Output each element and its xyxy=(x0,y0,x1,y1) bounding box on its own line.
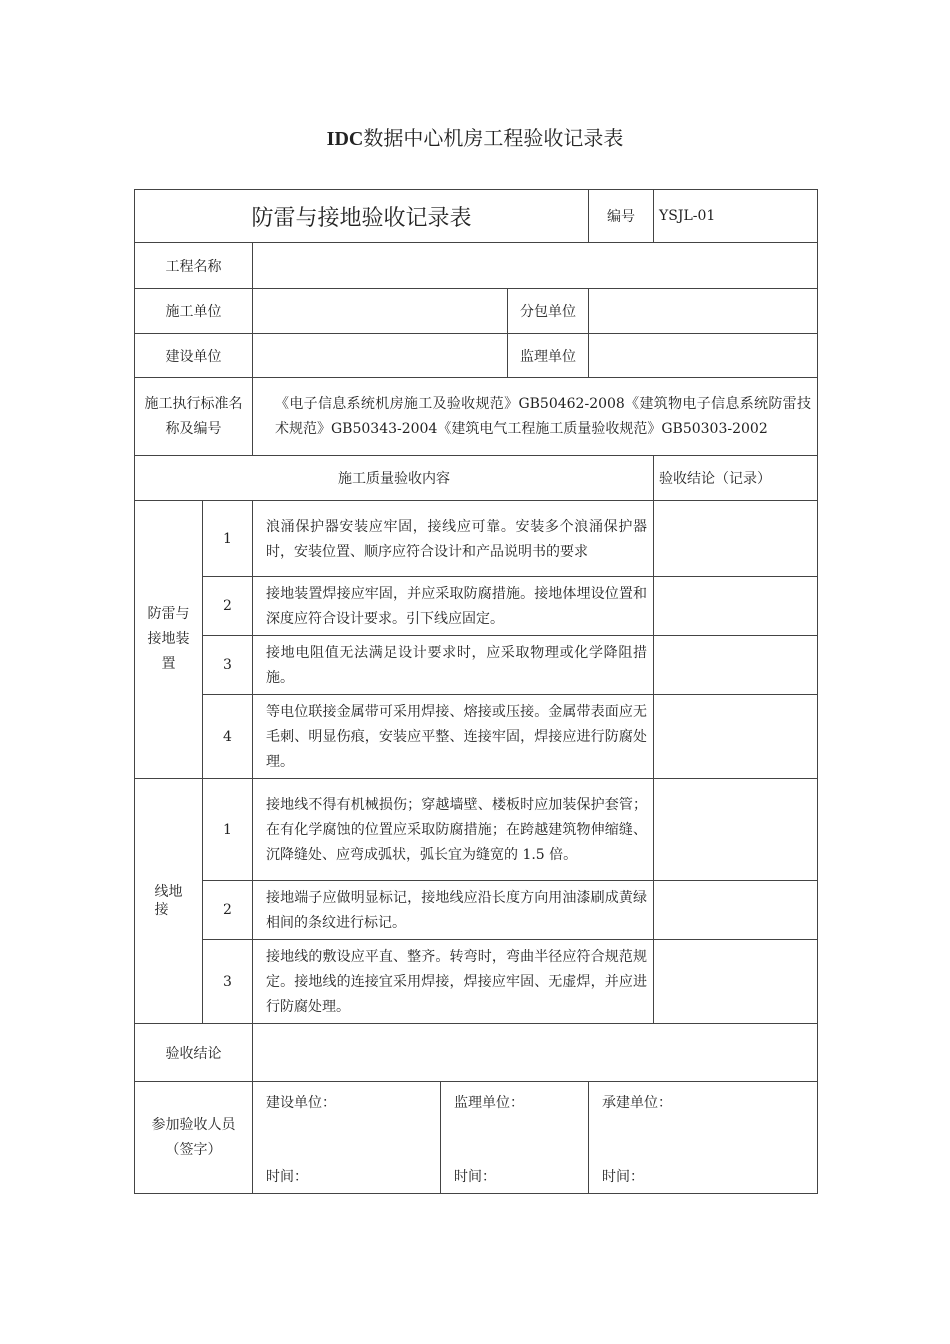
item-text: 浪涌保护器安装应牢固，接线应可靠。安装多个浪涌保护器时，安装位置、顺序应符合设计和产品说明书的要求 xyxy=(253,501,654,577)
project-name-label: 工程名称 xyxy=(135,243,253,289)
form-title: 防雷与接地验收记录表 xyxy=(135,190,589,243)
signer-time: 时间： xyxy=(602,1169,644,1185)
signer-cell-supervisor[interactable] xyxy=(441,1082,589,1194)
contractor-row xyxy=(135,289,818,334)
table-row xyxy=(135,577,818,636)
item-number: 3 xyxy=(203,940,253,1024)
signer-time: 时间： xyxy=(454,1169,496,1185)
item-text: 接地线不得有机械损伤；穿越墙壁、楼板时应加装保护套管；在有化学腐蚀的位置应采取防腐措施；在跨越建筑物伸缩缝、沉降缝处、应弯成弧状，弧长宜为缝宽的 1.5 倍。 xyxy=(253,779,654,881)
conclusion-header: 验收结论（记录） xyxy=(654,456,818,501)
participants-label xyxy=(135,1082,253,1194)
item-result-field[interactable] xyxy=(654,636,818,695)
supervisor-label: 监理单位 xyxy=(508,334,589,378)
item-number: 3 xyxy=(203,636,253,695)
standard-value: 《电子信息系统机房施工及验收规范》GB50462-2008《建筑物电子信息系统防雷技术规范》GB50343-2004《建筑电气工程施工质量验收规范》GB50303-2002 xyxy=(253,378,818,456)
item-result-field[interactable] xyxy=(654,881,818,940)
project-name-row xyxy=(135,243,818,289)
form-header-row xyxy=(135,190,818,243)
item-result-field[interactable] xyxy=(654,940,818,1024)
item-number: 2 xyxy=(203,577,253,636)
table-row xyxy=(135,695,818,779)
item-text: 接地线的敷设应平直、整齐。转弯时，弯曲半径应符合规范规定。接地线的连接宜采用焊接，焊接应牢固、无虚焊，并应进行防腐处理。 xyxy=(253,940,654,1024)
table-row xyxy=(135,501,818,577)
project-name-field[interactable] xyxy=(253,243,818,289)
item-text: 接地装置焊接应牢固，并应采取防腐措施。接地体埋设位置和深度应符合设计要求。引下线应固定。 xyxy=(253,577,654,636)
signer-unit: 建设单位： xyxy=(266,1095,336,1111)
item-text: 接地电阻值无法满足设计要求时，应采取物理或化学降阻措施。 xyxy=(253,636,654,695)
document-title-text: 数据中心机房工程验收记录表 xyxy=(363,126,624,150)
owner-field[interactable] xyxy=(253,334,508,378)
item-number: 2 xyxy=(203,881,253,940)
signer-cell-builder[interactable] xyxy=(589,1082,818,1194)
table-row xyxy=(135,881,818,940)
group-label-char: 地 xyxy=(168,884,183,900)
signer-unit: 承建单位： xyxy=(602,1095,672,1111)
group-label-ground-wire xyxy=(135,779,203,1024)
participants-label-line: （签字） xyxy=(165,1141,222,1158)
item-result-field[interactable] xyxy=(654,501,818,577)
supervisor-field[interactable] xyxy=(589,334,818,378)
signer-time: 时间： xyxy=(266,1169,308,1185)
standard-row xyxy=(135,378,818,456)
owner-row xyxy=(135,334,818,378)
document-title-latin: IDC xyxy=(326,128,364,150)
item-result-field[interactable] xyxy=(654,577,818,636)
subcontractor-label: 分包单位 xyxy=(508,289,589,334)
group-label-lightning: 防雷与接地装置 xyxy=(135,501,203,779)
group-label-char: 线 xyxy=(154,884,169,900)
code-label: 编号 xyxy=(589,190,654,243)
item-result-field[interactable] xyxy=(654,695,818,779)
item-text: 接地端子应做明显标记，接地线应沿长度方向用油漆刷成黄绿相间的条纹进行标记。 xyxy=(253,881,654,940)
contractor-label: 施工单位 xyxy=(135,289,253,334)
conclusion-field[interactable] xyxy=(253,1024,818,1082)
table-row xyxy=(135,940,818,1024)
contractor-field[interactable] xyxy=(253,289,508,334)
content-header-row xyxy=(135,456,818,501)
participants-row xyxy=(135,1082,818,1194)
document-title xyxy=(0,122,950,151)
item-number: 1 xyxy=(203,779,253,881)
item-result-field[interactable] xyxy=(654,779,818,881)
group-label-stack xyxy=(155,883,169,919)
conclusion-label: 验收结论 xyxy=(135,1024,253,1082)
table-row xyxy=(135,779,818,881)
owner-label: 建设单位 xyxy=(135,334,253,378)
group-label-char: 接 xyxy=(154,902,169,918)
participants-label-line: 参加验收人员 xyxy=(151,1116,236,1133)
conclusion-row xyxy=(135,1024,818,1082)
signer-cell-owner[interactable] xyxy=(253,1082,441,1194)
signer-unit: 监理单位： xyxy=(454,1095,524,1111)
item-text: 等电位联接金属带可采用焊接、熔接或压接。金属带表面应无毛刺、明显伤痕，安装应平整、连接牢固，焊接应进行防腐处理。 xyxy=(253,695,654,779)
standard-label: 施工执行标准名称及编号 xyxy=(135,378,253,456)
item-number: 4 xyxy=(203,695,253,779)
subcontractor-field[interactable] xyxy=(589,289,818,334)
table-row xyxy=(135,636,818,695)
content-header: 施工质量验收内容 xyxy=(135,456,654,501)
item-number: 1 xyxy=(203,501,253,577)
code-value: YSJL-01 xyxy=(654,190,818,243)
acceptance-form-table xyxy=(134,189,818,1194)
